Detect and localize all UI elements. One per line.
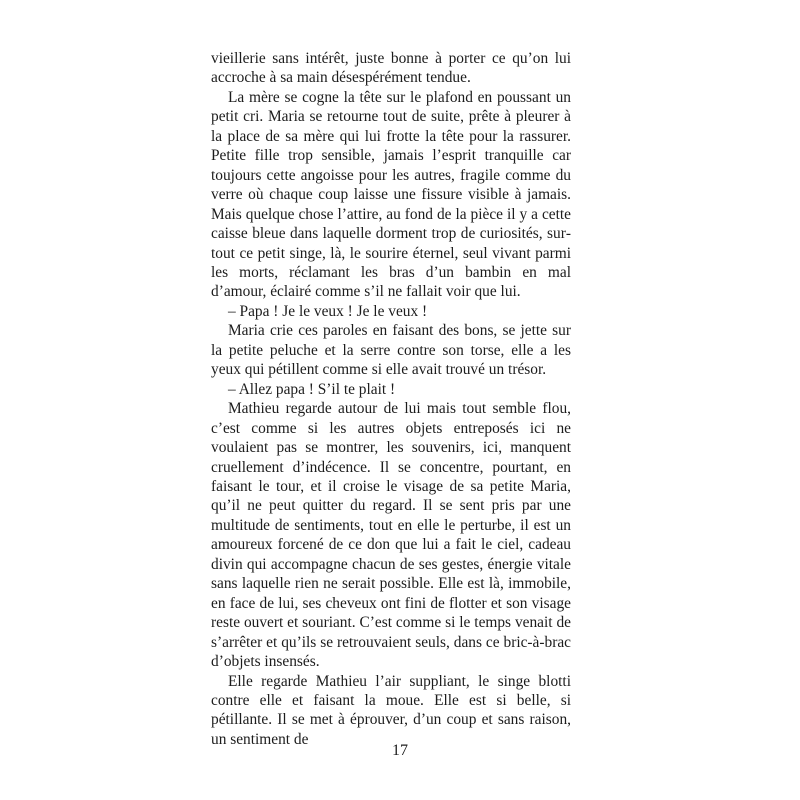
dialogue-line: – Papa ! Je le veux ! Je le veux ! (228, 302, 428, 320)
paragraph: La mère se cogne la tête sur le plafond en poussant un petit cri. Maria se retourne tout de suite, prête à pleurer à la place de sa mère qui lui frotte la tête pour la rassurer. Petite fille trop sensible, jamais l’esprit tranquille car toujours cette angoisse pour les autres, fragile comme du verre où chaque coup laisse une fissure visible à jamais. Mais quelque chose l’attire, au fond de la pièce il y a cette caisse bleue dans laquelle dorment trop de curiosités, surtout ce petit singe, là, le sourire éternel, seul vivant parmi les morts, réclamant les bras d’un bambin en mal d’amour, éclairé comme s’il ne fallait voir que lui. (211, 88, 571, 301)
paragraph-continuation: vieillerie sans intérêt, juste bonne à porter ce qu’on lui accroche à sa main désespérément tendue. (211, 50, 571, 87)
paragraph: Mathieu regarde autour de lui mais tout semble flou, c’est comme si les autres objets entreposés ici ne voulaient pas se montrer, les souvenirs, ici, manquent cruellement d’indécence. Il se concentre, pourtant, en faisant le tour, et il croise le visage de sa petite Maria, qu’il ne peut quitter du regard. Il se sent pris par une multitude de sentiments, tout en elle le perturbe, il est un amoureux forcené de ce don que lui a fait le ciel, cadeau divin qui accompagne chacun de ses gestes, énergie vitale sans laquelle rien ne serait possible. Elle est là, immobile, en face de lui, ses cheveux ont fini de flotter et son visage reste ouvert et souriant. C’est comme si le temps venait de s’arrêter et qu’ils se retrouvaient seuls, dans ce bric-à-brac d’objets insensés. (211, 400, 571, 671)
page-number: 17 (392, 742, 408, 759)
paragraph: Maria crie ces paroles en faisant des bons, se jette sur la petite peluche et la serre contre son torse, elle a les yeux qui pétillent comme si elle avait trouvé un trésor. (211, 322, 571, 379)
page-text (211, 49, 571, 749)
paragraph: Elle regarde Mathieu l’air suppliant, le singe blotti contre elle et faisant la moue. Elle est si belle, si pétillante. Il se met à éprouver, d’un coup et sans raison, un sentiment de (211, 672, 571, 748)
dialogue-line: – Allez papa ! S’il te plait ! (228, 380, 396, 398)
